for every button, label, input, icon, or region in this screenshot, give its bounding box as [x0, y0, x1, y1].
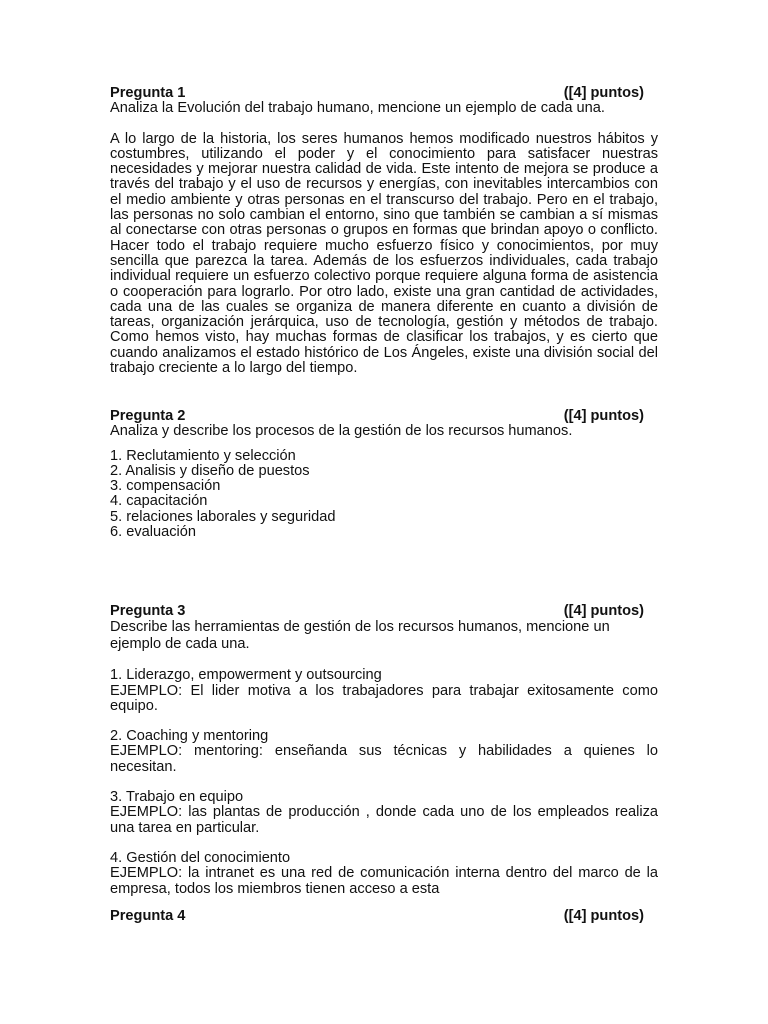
question-1: [110, 86, 658, 376]
question-2-points: ([4] puntos): [563, 408, 644, 424]
tool-item: [110, 851, 658, 897]
question-4-header: [110, 909, 658, 924]
question-2-prompt: Analiza y describe los procesos de la gestión de los recursos humanos.: [110, 423, 573, 440]
question-3-header: [110, 604, 658, 619]
tool-heading: 3. Trabajo en equipo: [110, 789, 244, 806]
question-3: [110, 604, 658, 897]
tool-item: [110, 790, 658, 836]
tool-example: EJEMPLO: la intranet es una red de comunicación interna dentro del marco de la empresa, todos los miembros tienen acceso a esta: [110, 865, 658, 897]
tool-item: [110, 668, 658, 714]
list-item: 1. Reclutamiento y selección: [110, 447, 296, 464]
list-item: 5. relaciones laborales y seguridad: [110, 508, 336, 525]
question-2-title: Pregunta 2: [110, 408, 186, 424]
question-3-prompt: Describe las herramientas de gestión de los recursos humanos, mencione un ejemplo de cada una.: [110, 619, 610, 653]
question-2: [110, 409, 658, 540]
question-4-title: Pregunta 4: [110, 908, 186, 924]
question-2-list: [110, 449, 658, 541]
question-4: [110, 909, 658, 924]
tool-item: [110, 729, 658, 775]
question-3-title: Pregunta 3: [110, 603, 186, 619]
list-item: 4. capacitación: [110, 493, 208, 510]
list-item: 3. compensación: [110, 478, 221, 495]
tool-heading: 2. Coaching y mentoring: [110, 728, 269, 745]
question-4-points: ([4] puntos): [563, 908, 644, 924]
question-3-points: ([4] puntos): [563, 603, 644, 619]
tool-example: EJEMPLO: las plantas de producción , donde cada uno de los empleados realiza una tarea en particular.: [110, 804, 658, 836]
question-1-points: ([4] puntos): [563, 85, 644, 101]
question-1-answer: A lo largo de la historia, los seres humanos hemos modificado nuestros hábitos y costumbres, utilizando el poder y el conocimiento para satisfacer nuestras necesidades y mejorar nuestra calidad de vida. Este intento de mejora se produce a través del trabajo y el uso de recursos y energías, con inevitables intercambios con el medio ambiente y otras personas en el transcurso del trabajo. Pero en el trabajo, las personas no solo cambian el entorno, sino que también se cambian a sí mismas al conectarse con otras personas o grupos en formas que brindan apoyo o conflicto. Hacer todo el trabajo requiere mucho esfuerzo físico y conocimientos, por muy sencilla que parezca la tarea. Además de los esfuerzos individuales, cada trabajo individual requiere un esfuerzo colectivo porque requiere alguna forma de asistencia o cooperación para lograrlo. Por otro lado, existe una gran cantidad de actividades, cada una de las cuales se organiza de manera diferente en cuanto a división de tareas, organización jerárquica, uso de tecnología, gestión y métodos de trabajo. Como hemos visto, hay muchas formas de clasificar los trabajos, y es cierto que cuando analizamos el estado histórico de Los Ángeles, existe una división social del trabajo creciente a lo largo del tiempo.: [110, 130, 658, 377]
tool-heading: 1. Liderazgo, empowerment y outsourcing: [110, 667, 382, 684]
question-1-prompt: Analiza la Evolución del trabajo humano, mencione un ejemplo de cada una.: [110, 100, 605, 117]
question-1-header: [110, 86, 658, 101]
question-1-title: Pregunta 1: [110, 85, 186, 101]
question-2-header: [110, 409, 658, 424]
tool-example: EJEMPLO: mentoring: enseñanda sus técnicas y habilidades a quienes lo necesitan.: [110, 743, 658, 775]
list-item: 6. evaluación: [110, 524, 197, 541]
tool-heading: 4. Gestión del conocimiento: [110, 849, 291, 866]
list-item: 2. Analisis y diseño de puestos: [110, 462, 310, 479]
tool-example: EJEMPLO: El lider motiva a los trabajadores para trabajar exitosamente como equipo.: [110, 682, 658, 714]
